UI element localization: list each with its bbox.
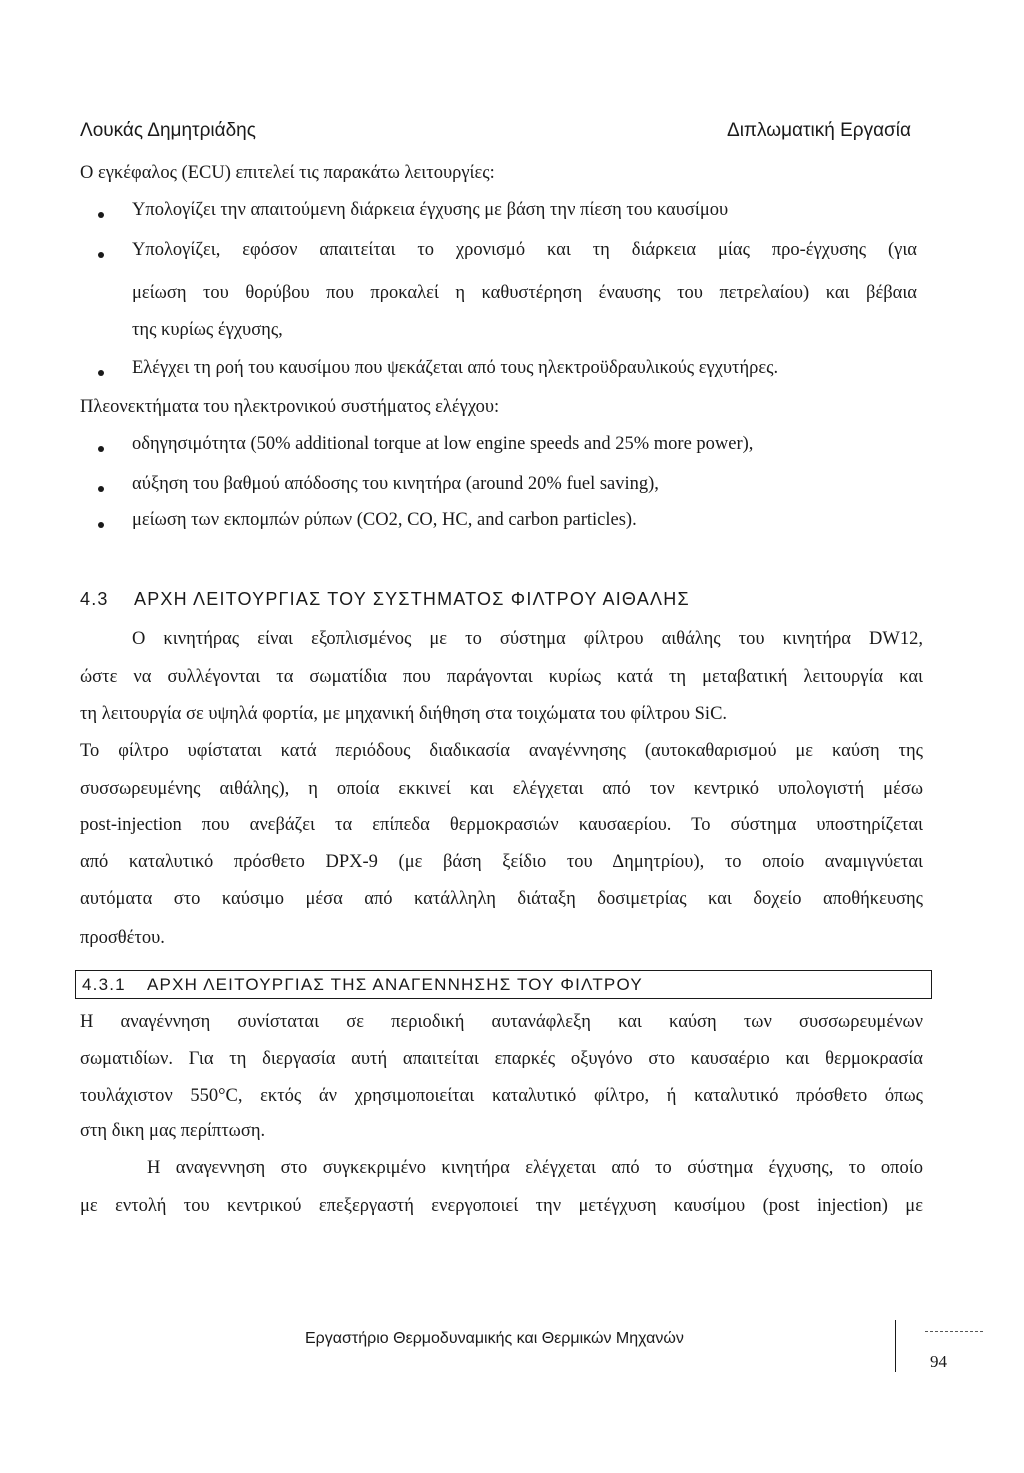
section-43-line-5: συσσωρευμένης αιθάλης), η οποία εκκινεί και ελέγχεται από τον κεντρικό υπολογιστή μέσω	[80, 779, 923, 799]
section-43-number: 4.3	[80, 589, 109, 609]
ecu-intro: Ο εγκέφαλος (ECU) επιτελεί τις παρακάτω λειτουργίες:	[80, 163, 495, 183]
ecu-bullet-1: Υπολογίζει την απαιτούμενη διάρκεια έγχυσης με βάση την πίεση του καυσίμου	[132, 200, 729, 220]
bullet-icon	[98, 370, 104, 376]
advantage-2: αύξηση του βαθμού απόδοσης του κινητήρα (around 20% fuel saving),	[132, 474, 659, 494]
section-431-number: 4.3.1	[82, 975, 126, 994]
section-43-line-9: προσθέτου.	[80, 928, 165, 948]
ecu-bullet-2-line-1: Υπολογίζει, εφόσον απαιτείται το χρονισμό και τη διάρκεια μίας προ-έγχυσης (για	[132, 240, 917, 260]
advantages-intro: Πλεονεκτήματα του ηλεκτρονικού συστήματος ελέγχου:	[80, 397, 500, 417]
section-431-line-3: τουλάχιστον 550°C, εκτός άν χρησιμοποιείται καταλυτικό φίλτρο, ή καταλυτικό πρόσθετο όπως	[80, 1086, 923, 1106]
ecu-bullet-3: Ελέγχει τη ροή του καυσίμου που ψεκάζεται από τους ηλεκτροϋδραυλικούς εγχυτήρες.	[132, 358, 779, 378]
footer-dash-line	[925, 1331, 985, 1332]
section-43-line-3: τη λειτουργία σε υψηλά φορτία, με μηχανική διήθηση στα τοιχώματα του φίλτρου SiC.	[80, 704, 728, 724]
section-431-line-4: στη δικη μας περίπτωση.	[80, 1121, 266, 1141]
section-431-line-6: με εντολή του κεντρικού επεξεργαστή ενεργοποιεί την μετέγχυση καυσίμου (post injection) με	[80, 1196, 923, 1216]
heading-underline	[75, 998, 931, 999]
section-431-title: ΑΡΧΗ ΛΕΙΤΟΥΡΓΙΑΣ ΤΗΣ ΑΝΑΓΕΝΝΗΣΗΣ ΤΟΥ ΦΙΛΤΡΟΥ	[147, 975, 643, 994]
section-431-line-5: Η αναγεννηση στο συγκεκριμένο κινητήρα ελέγχεται από το σύστημα έγχυσης, το οποίο	[147, 1158, 923, 1178]
section-43-title: ΑΡΧΗ ΛΕΙΤΟΥΡΓΙΑΣ ΤΟΥ ΣΥΣΤΗΜΑΤΟΣ ΦΙΛΤΡΟΥ ΑΙΘΑΛΗΣ	[134, 589, 690, 609]
header-author: Λουκάς Δημητριάδης	[80, 120, 256, 141]
footer-lab-name: Εργαστήριο Θερμοδυναμικής και Θερμικών Μηχανών	[305, 1330, 684, 1347]
section-43-line-4: Το φίλτρο υφίσταται κατά περιόδους διαδικασία αναγέννησης (αυτοκαθαρισμού με καύση της	[80, 741, 923, 761]
section-43-line-8: αυτόματα στο καύσιμο μέσα από κατάλληλη διάταξη δοσιμετρίας και δοχείο αποθήκευσης	[80, 889, 923, 909]
section-431-line-2: σωματιδίων. Για τη διεργασία αυτή απαιτείται επαρκές οξυγόνο στο καυσαέριο και θερμοκρασία	[80, 1049, 923, 1069]
section-43-line-6: post-injection που ανεβάζει τα επίπεδα θερμοκρασιών καυσαερίου. Το σύστημα υποστηρίζεται	[80, 815, 923, 835]
section-43-line-2: ώστε να συλλέγονται τα σωματίδια που παράγονται κυρίως κατά τη μεταβατική λειτουργία και	[80, 667, 923, 687]
bullet-icon	[98, 446, 104, 452]
section-431-line-1: Η αναγέννηση συνίσταται σε περιοδική αυτανάφλεξη και καύση των συσσωρευμένων	[80, 1012, 923, 1032]
bullet-icon	[98, 252, 104, 258]
advantage-1: οδηγησιμότητα (50% additional torque at low engine speeds and 25% more power),	[132, 434, 754, 454]
page-number: 94	[930, 1352, 947, 1371]
header-doc-type: Διπλωματική Εργασία	[727, 120, 911, 141]
bullet-icon	[98, 522, 104, 528]
bullet-icon	[98, 212, 104, 218]
bullet-icon	[98, 486, 104, 492]
footer-divider	[895, 1320, 896, 1372]
ecu-bullet-2-line-2: μείωση του θορύβου που προκαλεί η καθυστέρηση έναυσης του πετρελαίου) και βέβαια	[132, 283, 917, 303]
section-43-line-1: Ο κινητήρας είναι εξοπλισμένος με το σύστημα φίλτρου αιθάλης του κινητήρα DW12,	[132, 629, 923, 649]
section-43-line-7: από καταλυτικό πρόσθετο DPX-9 (με βάση ξείδιο του Δημητρίου), το οποίο αναμιγνύεται	[80, 852, 923, 872]
advantage-3: μείωση των εκπομπών ρύπων (CO2, CO, HC, and carbon particles).	[132, 510, 637, 530]
ecu-bullet-2-line-3: της κυρίως έγχυσης,	[132, 320, 283, 340]
